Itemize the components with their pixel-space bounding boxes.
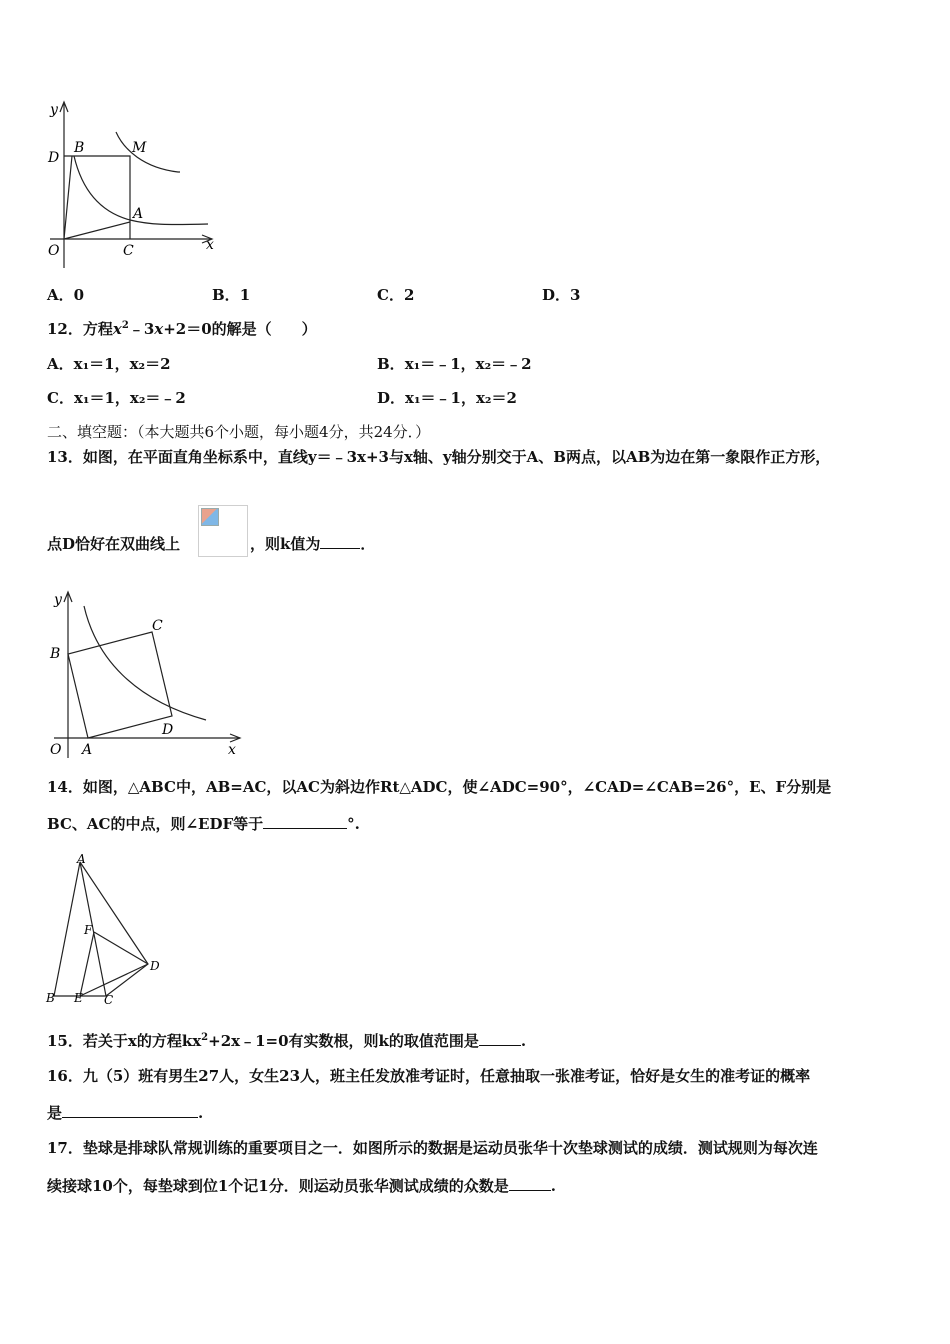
- answer-blank[interactable]: [509, 1176, 551, 1191]
- label-b: B: [46, 991, 55, 1005]
- q12-option-d: D．x₁＝﹣1，x₂＝2: [377, 389, 517, 407]
- answer-blank[interactable]: [263, 814, 347, 829]
- segment-oa: [64, 222, 130, 239]
- label-d: D: [162, 722, 174, 738]
- segment-ef: [80, 932, 94, 996]
- segment-fd: [94, 932, 148, 964]
- label-a: A: [77, 852, 86, 866]
- label-b: B: [74, 140, 85, 156]
- q11-option-b: B．1: [212, 286, 251, 304]
- segment-ob: [64, 156, 72, 239]
- q17-line2: 续接球10个，每垫球到位1个记1分．则运动员张华测试成绩的众数是 .: [47, 1177, 556, 1195]
- answer-blank[interactable]: [320, 534, 360, 549]
- label-x: x: [206, 237, 214, 253]
- q16-line1: 16．九（5）班有男生27人，女生23人，班主任发放准考证时，任意抽取一张准考证，恰好是女生的准考证的概率: [47, 1067, 811, 1085]
- label-y: y: [50, 102, 58, 118]
- label-d: D: [48, 150, 60, 166]
- label-a: A: [133, 206, 144, 222]
- q11-option-d: D．3: [542, 286, 581, 304]
- q13-line2b: ，则k值为 ．: [250, 535, 376, 553]
- label-c: C: [152, 618, 163, 634]
- answer-blank[interactable]: [479, 1031, 521, 1046]
- label-f: F: [84, 923, 93, 937]
- q16-line2: 是 .: [47, 1104, 204, 1122]
- label-o: O: [48, 243, 60, 259]
- q12-stem: 12．方程$x^2﹣3x+2=0$的解是（ ）: [47, 320, 317, 338]
- label-b: B: [50, 646, 61, 662]
- q12-option-a: A．x₁＝1，x₂＝2: [47, 355, 171, 373]
- q14-line2: BC、AC的中点，则∠EDF等于 °.: [47, 815, 360, 833]
- label-c: C: [123, 243, 134, 259]
- label-d: D: [150, 959, 160, 973]
- q17-line1: 17．垫球是排球队常规训练的重要项目之一．如图所示的数据是运动员张华十次垫球测试的成绩．测试规则为每次连: [47, 1139, 818, 1157]
- hyperbola: [84, 606, 206, 720]
- q15: 15．若关于x的方程$kx^2+2x﹣1=0$有实数根，则k的取值范围是 .: [47, 1032, 527, 1050]
- label-y: y: [54, 592, 62, 608]
- figure-q13: [44, 588, 244, 760]
- broken-image-icon: [201, 508, 219, 526]
- answer-blank[interactable]: [62, 1103, 198, 1118]
- q11-option-c: C．2: [377, 286, 415, 304]
- rectangle-dbc: [64, 156, 130, 239]
- label-a: A: [82, 742, 93, 758]
- triangle-abc: [54, 862, 106, 996]
- label-m: M: [132, 140, 147, 156]
- figure-q11: [40, 98, 225, 270]
- label-e: E: [74, 991, 83, 1005]
- broken-image-placeholder: [198, 505, 248, 557]
- q12-option-c: C．x₁＝1，x₂＝﹣2: [47, 389, 186, 407]
- segment-ed: [80, 964, 148, 996]
- section-2-title: 二、填空题：（本大题共6个小题，每小题4分，共24分．）: [47, 423, 431, 441]
- q13-line1: 13．如图，在平面直角坐标系中，直线y＝﹣3x+3与x轴、y轴分别交于A、B两点，以AB为边在第一象限作正方形，: [47, 448, 831, 466]
- q11-option-a: A．0: [47, 286, 85, 304]
- label-c: C: [104, 993, 114, 1007]
- q13-line2a: 点D恰好在双曲线上: [47, 535, 181, 553]
- q12-option-b: B．x₁＝﹣1，x₂＝﹣2: [377, 355, 532, 373]
- label-o: O: [50, 742, 62, 758]
- hyperbola-upper: [116, 132, 180, 172]
- square-abcd: [68, 632, 172, 738]
- label-x: x: [228, 742, 236, 758]
- figure-q14: [42, 850, 172, 1010]
- q14-line1: 14．如图，△ABC中，AB=AC，以AC为斜边作Rt△ADC，使∠ADC=90°，∠CAD=∠CAB=26°，E、F分别是: [47, 778, 832, 796]
